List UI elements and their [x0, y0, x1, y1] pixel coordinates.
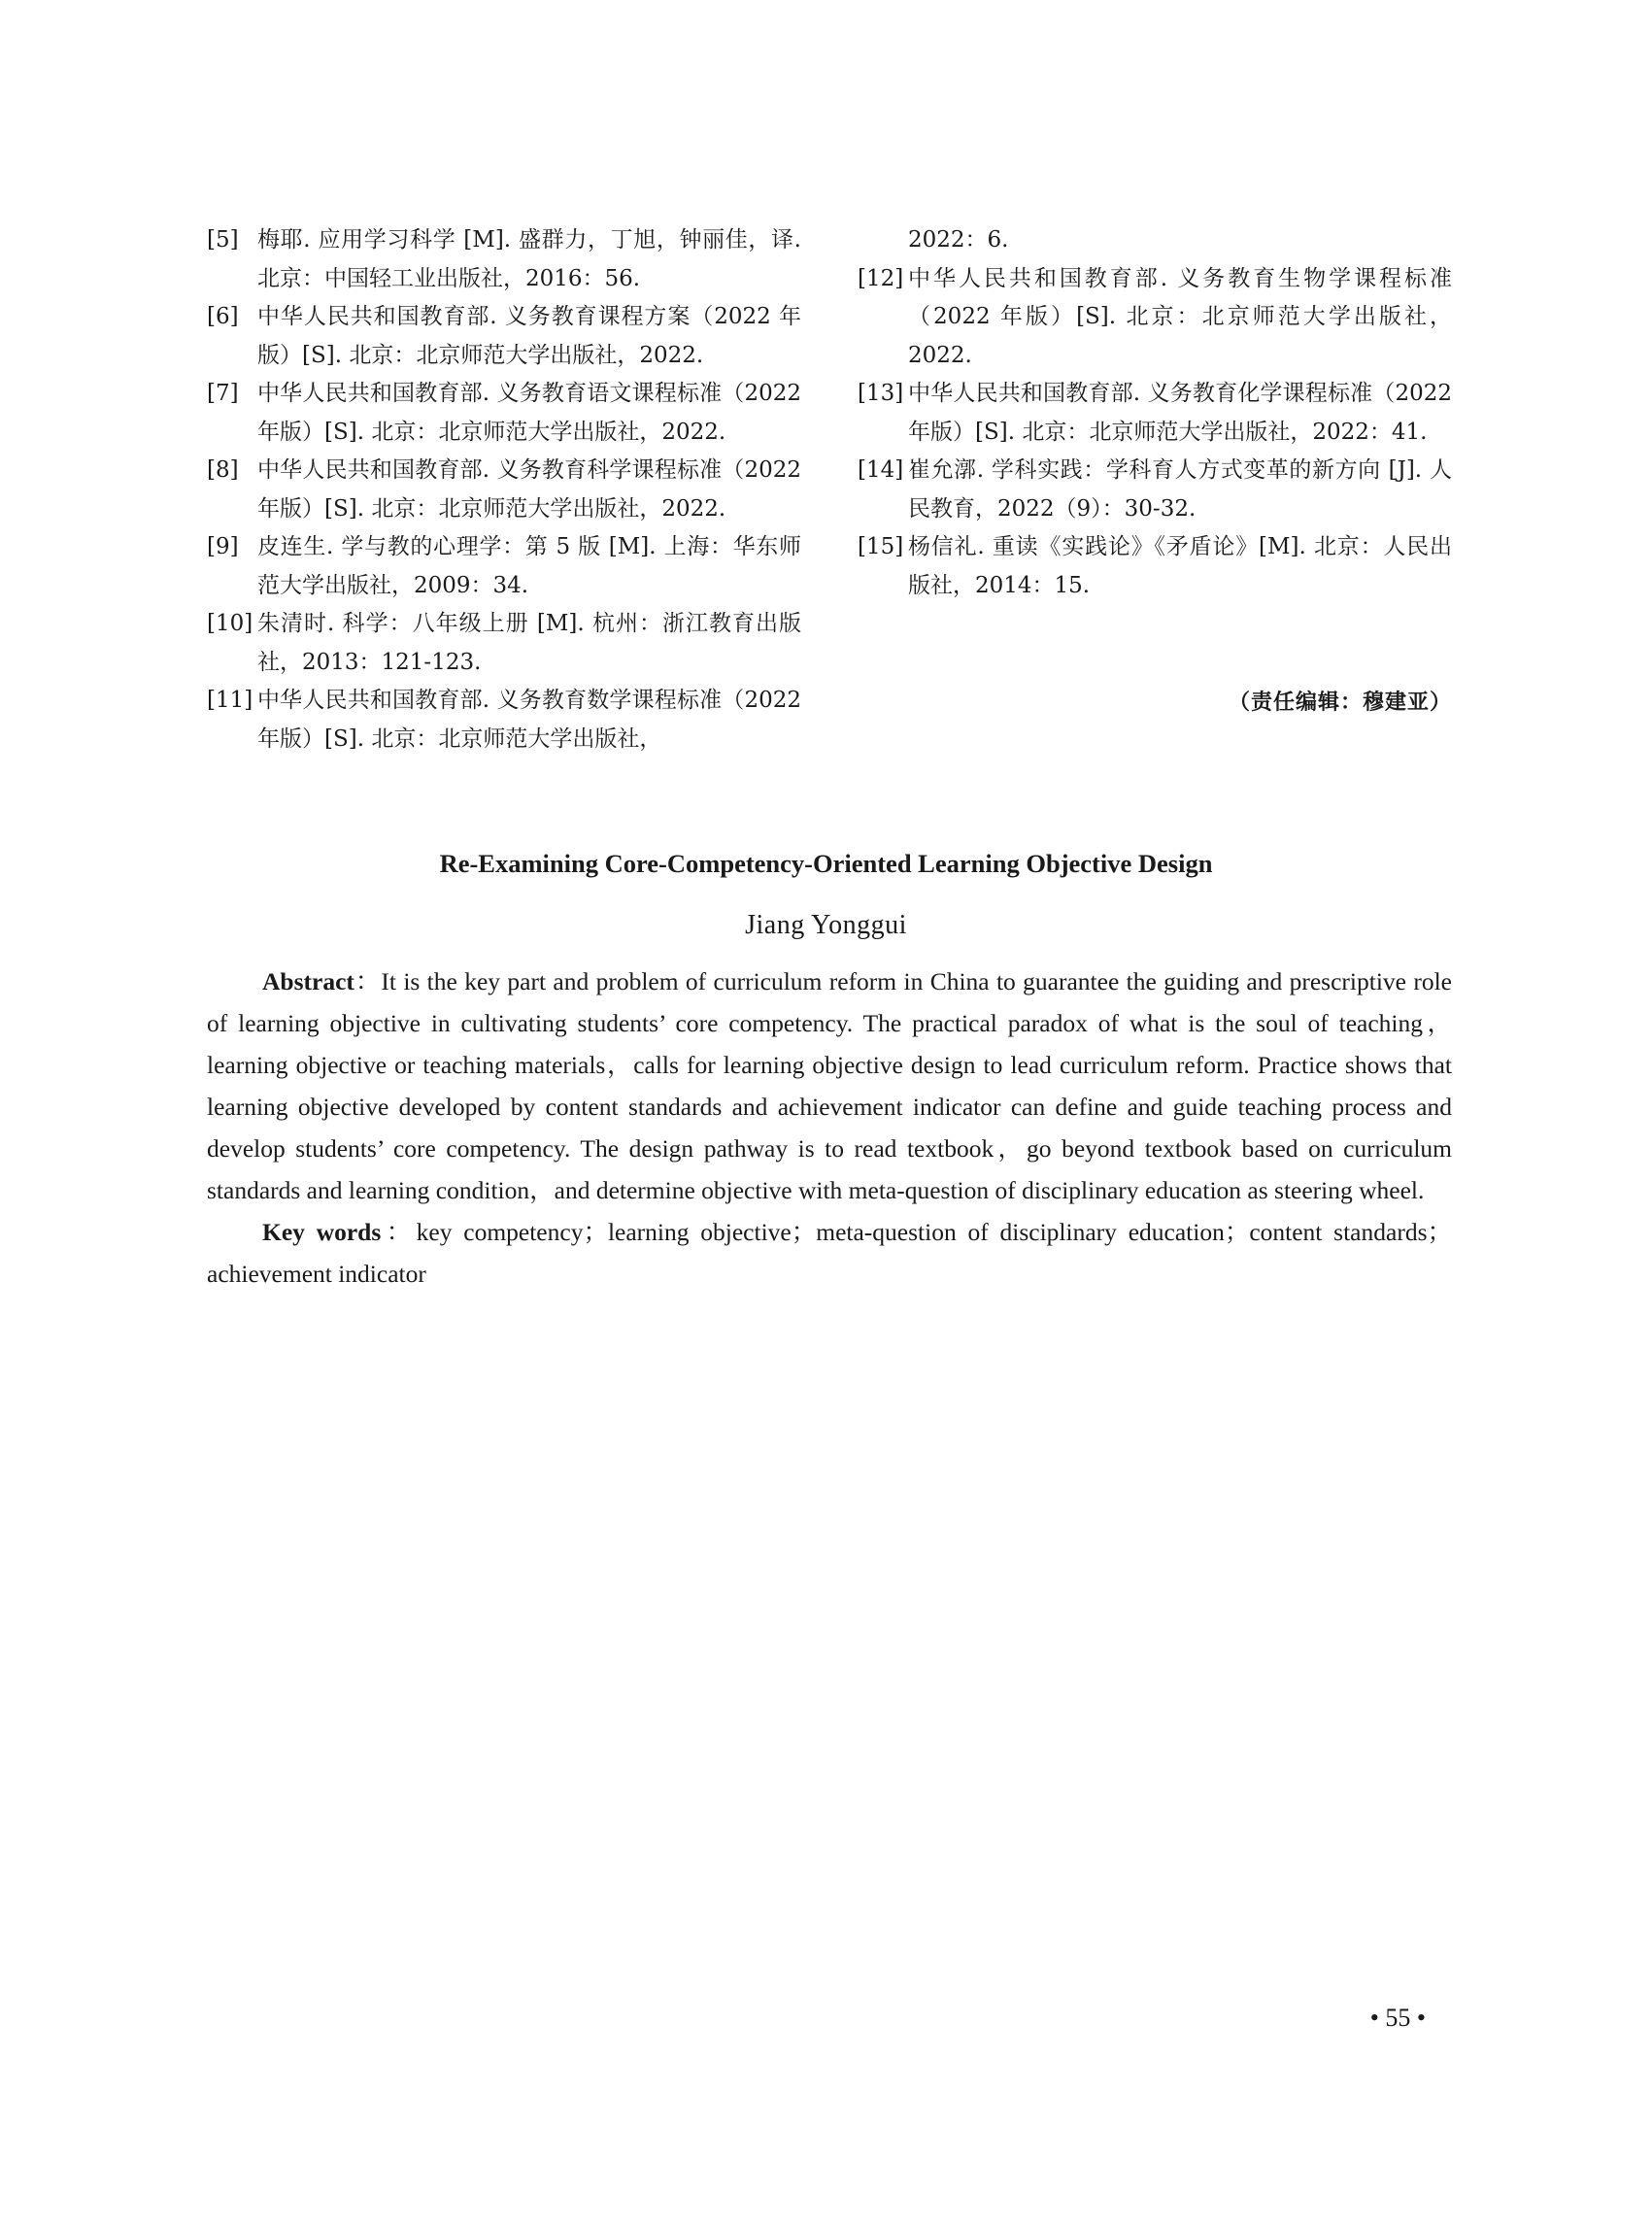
- references-left-column: [207, 221, 801, 759]
- reference-item: [858, 452, 1452, 528]
- keywords-text: key competency；learning objective；meta-question of disciplinary education；content standards；achievement indicator: [207, 1218, 1452, 1288]
- reference-number: [15]: [858, 534, 904, 559]
- keywords-separator: ：: [381, 1218, 417, 1246]
- english-title: Re-Examining Core-Competency-Oriented Learning Objective Design: [439, 849, 1213, 878]
- keywords-paragraph: [207, 1211, 1452, 1295]
- references-section: [207, 221, 1452, 759]
- reference-number: [11]: [207, 688, 253, 713]
- abstract-separator: ：: [354, 967, 382, 995]
- reference-number: [5]: [207, 227, 239, 253]
- reference-text: 中华人民共和国教育部. 义务教育化学课程标准（2022 年版）[S]. 北京：北京师范大学出版社，2022：41.: [908, 381, 1452, 445]
- reference-text: 杨信礼. 重读《实践论》《矛盾论》[M]. 北京：人民出版社，2014：15.: [908, 534, 1452, 598]
- english-author: Jiang Yonggui: [745, 910, 907, 940]
- reference-item: [207, 375, 801, 452]
- keywords-label: Key words: [262, 1218, 382, 1246]
- reference-text: 中华人民共和国教育部. 义务教育数学课程标准（2022 年版）[S]. 北京：北京师范大学出版社，: [257, 688, 801, 752]
- reference-number: [10]: [207, 611, 253, 636]
- reference-item: [207, 298, 801, 375]
- reference-number: [13]: [858, 381, 904, 406]
- reference-number: [7]: [207, 381, 239, 406]
- reference-item: [207, 605, 801, 682]
- reference-text: 中华人民共和国教育部. 义务教育课程方案（2022 年版）[S]. 北京：北京师范大学出版社，2022.: [257, 304, 801, 368]
- reference-text: 梅耶. 应用学习科学 [M]. 盛群力，丁旭，钟丽佳，译. 北京：中国轻工业出版社，2016：56.: [257, 227, 801, 291]
- reference-text: 中华人民共和国教育部. 义务教育生物学课程标准（2022 年版）[S]. 北京：北京师范大学出版社，2022.: [908, 265, 1452, 368]
- reference-number: [14]: [858, 457, 904, 483]
- reference-item: [207, 682, 801, 759]
- reference-item: [207, 452, 801, 528]
- references-right-column: [858, 221, 1452, 759]
- abstract-text: It is the key part and problem of curriculum reform in China to guarantee the guiding and prescriptive role of learning objective in cultivating students’ core competency. The practical paradox of what is the soul of teaching，learning objective or teaching materials，calls for learning objective design to lead curriculum reform. Practice shows that learning objective developed by content standards and achievement indicator can define and guide teaching process and develop students’ core competency. The design pathway is to read textbook，go beyond textbook based on curriculum standards and learning condition，and determine objective with meta-question of disciplinary education as steering wheel.: [207, 967, 1452, 1204]
- page-number: • 55 •: [1369, 2004, 1426, 2032]
- reference-number: [9]: [207, 534, 239, 559]
- reference-item: [207, 221, 801, 298]
- reference-text: 中华人民共和国教育部. 义务教育科学课程标准（2022 年版）[S]. 北京：北京师范大学出版社，2022.: [257, 457, 801, 522]
- abstract-paragraph: [207, 961, 1452, 1211]
- reference-text: 皮连生. 学与教的心理学：第 5 版 [M]. 上海：华东师范大学出版社，2009：34.: [257, 534, 801, 598]
- reference-continuation: 2022：6.: [908, 227, 1009, 253]
- reference-item: [207, 528, 801, 605]
- reference-number: [8]: [207, 457, 239, 483]
- reference-text: 中华人民共和国教育部. 义务教育语文课程标准（2022 年版）[S]. 北京：北京师范大学出版社，2022.: [257, 381, 801, 445]
- reference-item: [858, 528, 1452, 605]
- reference-text: 崔允漷. 学科实践：学科育人方式变革的新方向 [J]. 人民教育，2022（9）：30-32.: [908, 457, 1452, 522]
- abstract-label: Abstract: [262, 967, 354, 995]
- english-abstract: [207, 961, 1452, 1295]
- reference-number: [12]: [858, 265, 904, 291]
- reference-item: [858, 260, 1452, 376]
- editor-note: （责任编辑：穆建亚）: [1228, 691, 1452, 715]
- reference-item: [858, 375, 1452, 452]
- reference-number: [6]: [207, 304, 239, 329]
- reference-text: 朱清时. 科学：八年级上册 [M]. 杭州：浙江教育出版社，2013：121-123.: [257, 611, 801, 675]
